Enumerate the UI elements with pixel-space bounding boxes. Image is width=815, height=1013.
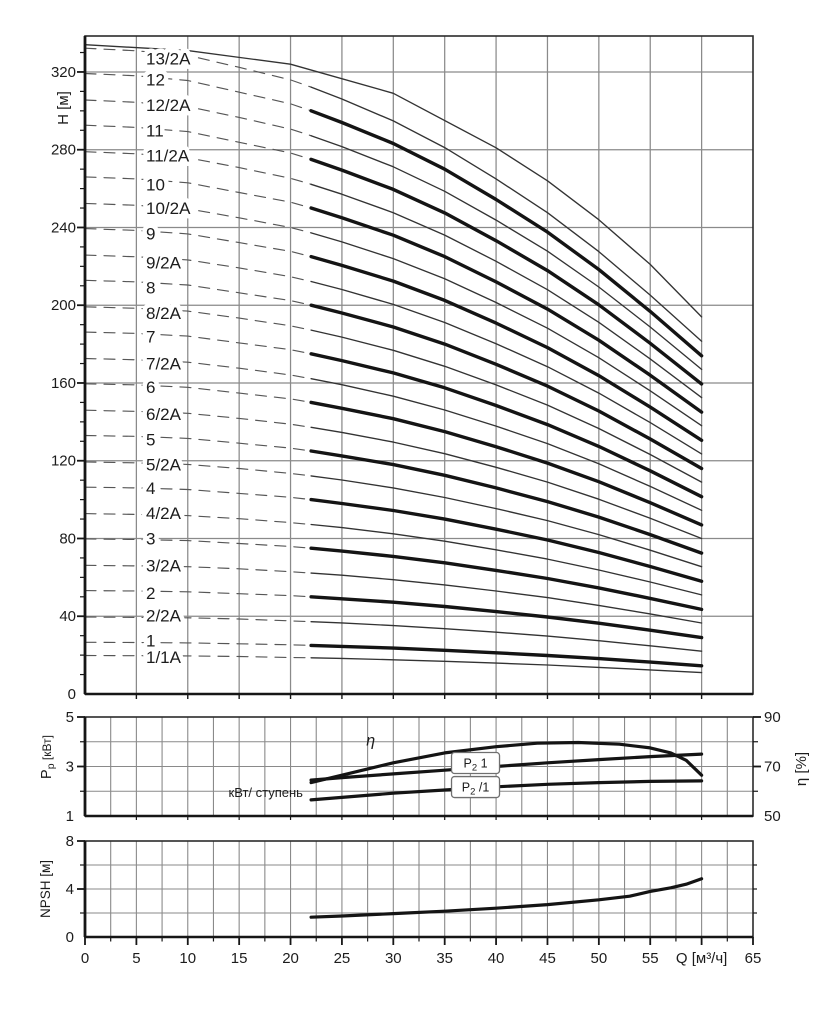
h-tick-label-80: 80 [59, 530, 76, 548]
h-tick-label-40: 40 [59, 608, 76, 626]
x-tick-label-45: 45 [539, 950, 556, 967]
legend-box-text: $P_2$ /1 [461, 780, 490, 798]
eta-curve-label: η [366, 732, 376, 750]
eta-tick-label-70: 70 [764, 758, 781, 776]
curve-label-6/2A: 6/2A [146, 405, 181, 425]
pump-curve-12/2A [311, 136, 701, 370]
h-tick-label-200: 200 [50, 297, 76, 315]
x-tick-label-35: 35 [436, 950, 454, 967]
curve-label-8: 8 [146, 278, 156, 298]
curve-label-13/2A: 13/2A [146, 49, 191, 69]
pump-curve-dashed-11/2A [85, 152, 311, 185]
pump-curve-dashed-3/2A [85, 565, 311, 573]
h-tick-label-160: 160 [50, 374, 76, 392]
curve-label-6: 6 [146, 377, 156, 397]
curve-label-4/2A: 4/2A [146, 504, 181, 524]
x-tick-label-10: 10 [179, 950, 197, 967]
pump-curve-11 [311, 159, 701, 384]
pump-curve-dashed-1 [85, 642, 311, 645]
curve-label-9/2A: 9/2A [146, 253, 181, 273]
x-tick-label-30: 30 [384, 950, 402, 967]
kw-per-stage-label: кВт/ ступень [228, 784, 303, 800]
npsh-tick-label-0: 0 [65, 929, 74, 946]
x-tick-label-20: 20 [282, 950, 299, 967]
pump-curve-dashed-7/2A [85, 359, 311, 379]
curve-label-1: 1 [146, 631, 156, 651]
curve-label-10/2A: 10/2A [146, 199, 191, 219]
pump-curve-dashed-4/2A [85, 514, 311, 525]
curve-label-8/2A: 8/2A [146, 304, 181, 324]
curve-label-5/2A: 5/2A [146, 455, 181, 475]
power-efficiency-chart [66, 709, 781, 825]
pump-curve-dashed-7 [85, 332, 311, 354]
pump-curve-2 [311, 597, 701, 638]
curve-label-3/2A: 3/2A [146, 556, 181, 576]
pump-curves-dashed [85, 48, 311, 658]
pump-curve-dashed-4 [85, 487, 311, 499]
h-axis-tick-labels [51, 64, 76, 703]
curve-label-11/2A: 11/2A [146, 146, 190, 166]
curve-label-3: 3 [146, 529, 156, 549]
pump-curve-dashed-1/1A [85, 656, 311, 658]
h-tick-label-280: 280 [50, 141, 76, 159]
pump-curve-dashed-9 [85, 229, 311, 257]
pump-curve-4 [311, 500, 701, 582]
npsh-tick-label-4: 4 [65, 881, 74, 898]
pump-curve-dashed-6/2A [85, 410, 311, 427]
pump-curve-dashed-8/2A [85, 307, 311, 330]
x-tick-label-5: 5 [132, 950, 141, 967]
h-tick-label-320: 320 [50, 63, 76, 81]
pump-curve-1 [311, 645, 701, 665]
eta-axis-title: η [%] [793, 751, 810, 787]
pump-curve-dashed-11 [85, 125, 311, 159]
pump-curve-dashed-10 [85, 177, 311, 208]
curve-label-2: 2 [146, 583, 156, 603]
legend-box-text: $P_2$ 1 [463, 756, 488, 774]
npsh-ticks [77, 841, 757, 913]
h-tick-label-0: 0 [67, 686, 76, 703]
h-tick-label-120: 120 [50, 452, 76, 470]
curve-label-5: 5 [146, 430, 156, 450]
x-tick-label-15: 15 [230, 950, 248, 967]
power-axis-title-text: $P_p$ [кВт] [39, 735, 57, 779]
power-axis-title [39, 735, 57, 779]
pump-curve-dashed-5 [85, 436, 311, 452]
curve-label-12: 12 [146, 70, 165, 90]
npsh-curve [311, 879, 701, 917]
pump-curve-4/2A [311, 525, 701, 595]
pump-curve-7 [311, 354, 701, 497]
pump-curve-dashed-6 [85, 384, 311, 403]
shared-flow-axis [81, 937, 762, 967]
x-tick-label-0: 0 [80, 950, 90, 967]
curve-label-2/2A: 2/2A [146, 606, 181, 626]
npsh-axis-title: NPSH [м] [38, 859, 53, 919]
legend-box-1 [452, 753, 500, 774]
pump-curve-dashed-3 [85, 539, 311, 548]
x-tick-label-65: 65 [744, 950, 762, 967]
curve-label-11: 11 [146, 121, 164, 141]
pump-curve-dashed-2 [85, 591, 311, 597]
series-P2 /1 [311, 781, 701, 800]
eta-tick-label-50: 50 [764, 808, 781, 825]
h-axis-title: H [м] [55, 91, 72, 125]
curve-label-7/2A: 7/2A [146, 354, 181, 374]
pump-curve-dashed-12/2A [85, 100, 311, 136]
p-tick-label-3: 3 [65, 758, 74, 776]
pump-curve-10 [311, 208, 701, 412]
p-tick-label-1: 1 [65, 808, 74, 825]
head-capacity-chart [51, 36, 753, 703]
eta-tick-label-90: 90 [764, 709, 781, 726]
p-tick-label-5: 5 [65, 709, 74, 726]
curve-label-10: 10 [146, 175, 165, 195]
curve-labels [146, 49, 191, 667]
curve-label-7: 7 [146, 327, 156, 347]
pump-curve-dashed-13/2A [85, 48, 311, 87]
curve-label-12/2A: 12/2A [146, 96, 191, 116]
pump-curve-dashed-2/2A [85, 617, 311, 622]
x-tick-label-50: 50 [590, 950, 608, 967]
npsh-grid [85, 841, 753, 937]
pump-curve-dashed-10/2A [85, 203, 311, 233]
power-grid [85, 717, 753, 816]
h-tick-label-240: 240 [50, 219, 76, 237]
curve-label-4: 4 [146, 478, 156, 498]
pump-curve-dashed-5/2A [85, 462, 311, 476]
x-tick-label-25: 25 [333, 950, 351, 967]
curve-label-1/1A: 1/1A [146, 648, 181, 668]
npsh-chart [66, 833, 757, 946]
x-tick-label-55: 55 [641, 950, 659, 967]
pump-curve-dashed-8 [85, 280, 311, 305]
pump-curve-13/2A [311, 87, 701, 341]
x-tick-label-40: 40 [487, 950, 505, 967]
q-axis-title: Q [м³/ч] [675, 950, 728, 967]
legend-box-2 [452, 777, 500, 798]
curve-label-9: 9 [146, 224, 156, 244]
pump-curve-dashed-9/2A [85, 255, 311, 281]
npsh-tick-label-8: 8 [65, 833, 74, 850]
pump-curve-dashed-12 [85, 74, 311, 111]
